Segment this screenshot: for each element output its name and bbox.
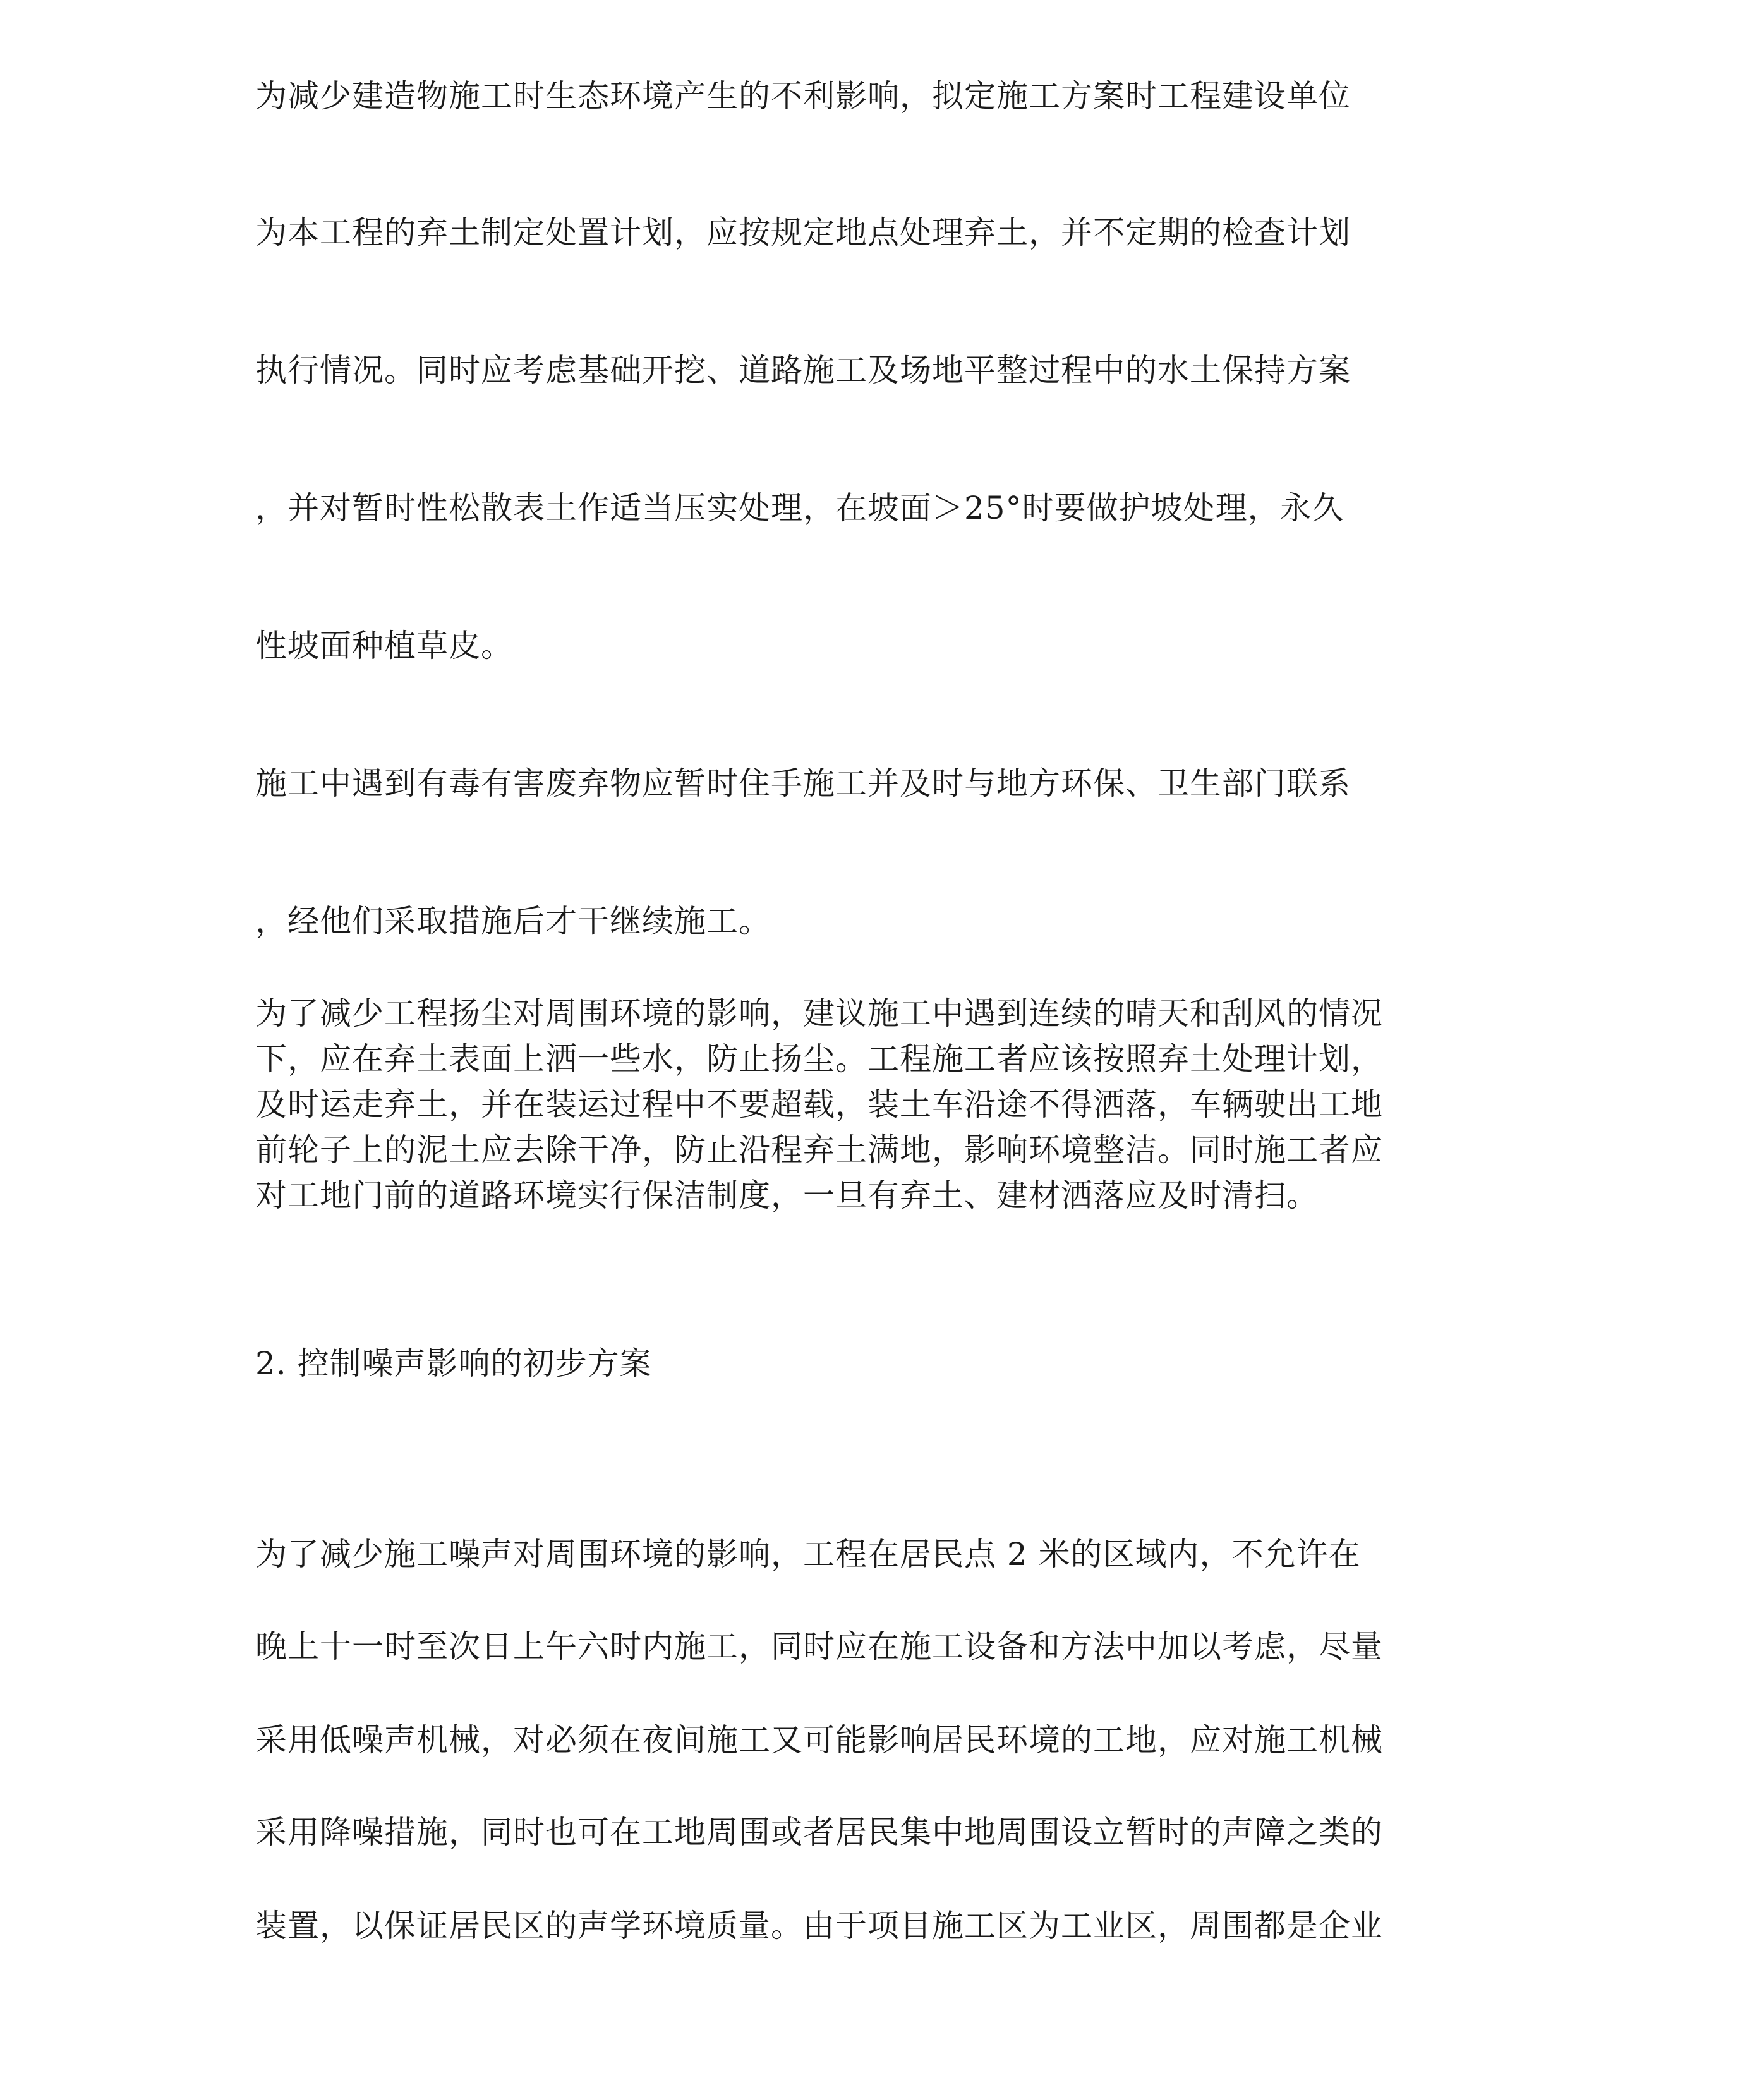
text-line: 下，应在弃土表面上洒一些水，防止扬尘。工程施工者应该按照弃土处理计划， xyxy=(255,1041,1383,1077)
text-line: 及时运走弃土，并在装运过程中不要超载，装土车沿途不得洒落，车辆驶出工地 xyxy=(255,1086,1383,1123)
text-line: 为减少建造物施工时生态环境产生的不利影响，拟定施工方案时工程建设单位 xyxy=(255,78,1351,114)
text-line: 装置，以保证居民区的声学环境质量。由于项目施工区为工业区，周围都是企业 xyxy=(255,1907,1383,1944)
text-line: 性坡面种植草皮。 xyxy=(255,627,513,664)
text-line: 对工地门前的道路环境实行保洁制度，一旦有弃土、建材洒落应及时清扫。 xyxy=(255,1177,1319,1214)
text-line: 执行情况。同时应考虑基础开挖、道路施工及场地平整过程中的水土保持方案 xyxy=(255,352,1351,389)
text-line: 采用低噪声机械，对必须在夜间施工又可能影响居民环境的工地，应对施工机械 xyxy=(255,1722,1383,1758)
text-line: ，并对暂时性松散表土作适当压实处理，在坡面＞25°时要做护坡处理，永久 xyxy=(255,490,1344,526)
section-heading: 2. 控制噪声影响的初步方案 xyxy=(255,1345,652,1382)
text-line: ，经他们采取措施后才干继续施工。 xyxy=(255,903,771,940)
text-line: 前轮子上的泥土应去除干净，防止沿程弃土满地，影响环境整洁。同时施工者应 xyxy=(255,1132,1383,1168)
text-line: 采用降噪措施，同时也可在工地周围或者居民集中地周围设立暂时的声障之类的 xyxy=(255,1814,1383,1851)
text-line: 为了减少施工噪声对周围环境的影响，工程在居民点 2 米的区域内，不允许在 xyxy=(255,1536,1361,1573)
text-line: 施工中遇到有毒有害废弃物应暂时住手施工并及时与地方环保、卫生部门联系 xyxy=(255,765,1351,802)
text-line: 晚上十一时至次日上午六时内施工，同时应在施工设备和方法中加以考虑，尽量 xyxy=(255,1628,1383,1665)
text-line: 为了减少工程扬尘对周围环境的影响，建议施工中遇到连续的晴天和刮风的情况 xyxy=(255,995,1383,1032)
text-line: 为本工程的弃土制定处置计划，应按规定地点处理弃土，并不定期的检查计划 xyxy=(255,214,1351,251)
